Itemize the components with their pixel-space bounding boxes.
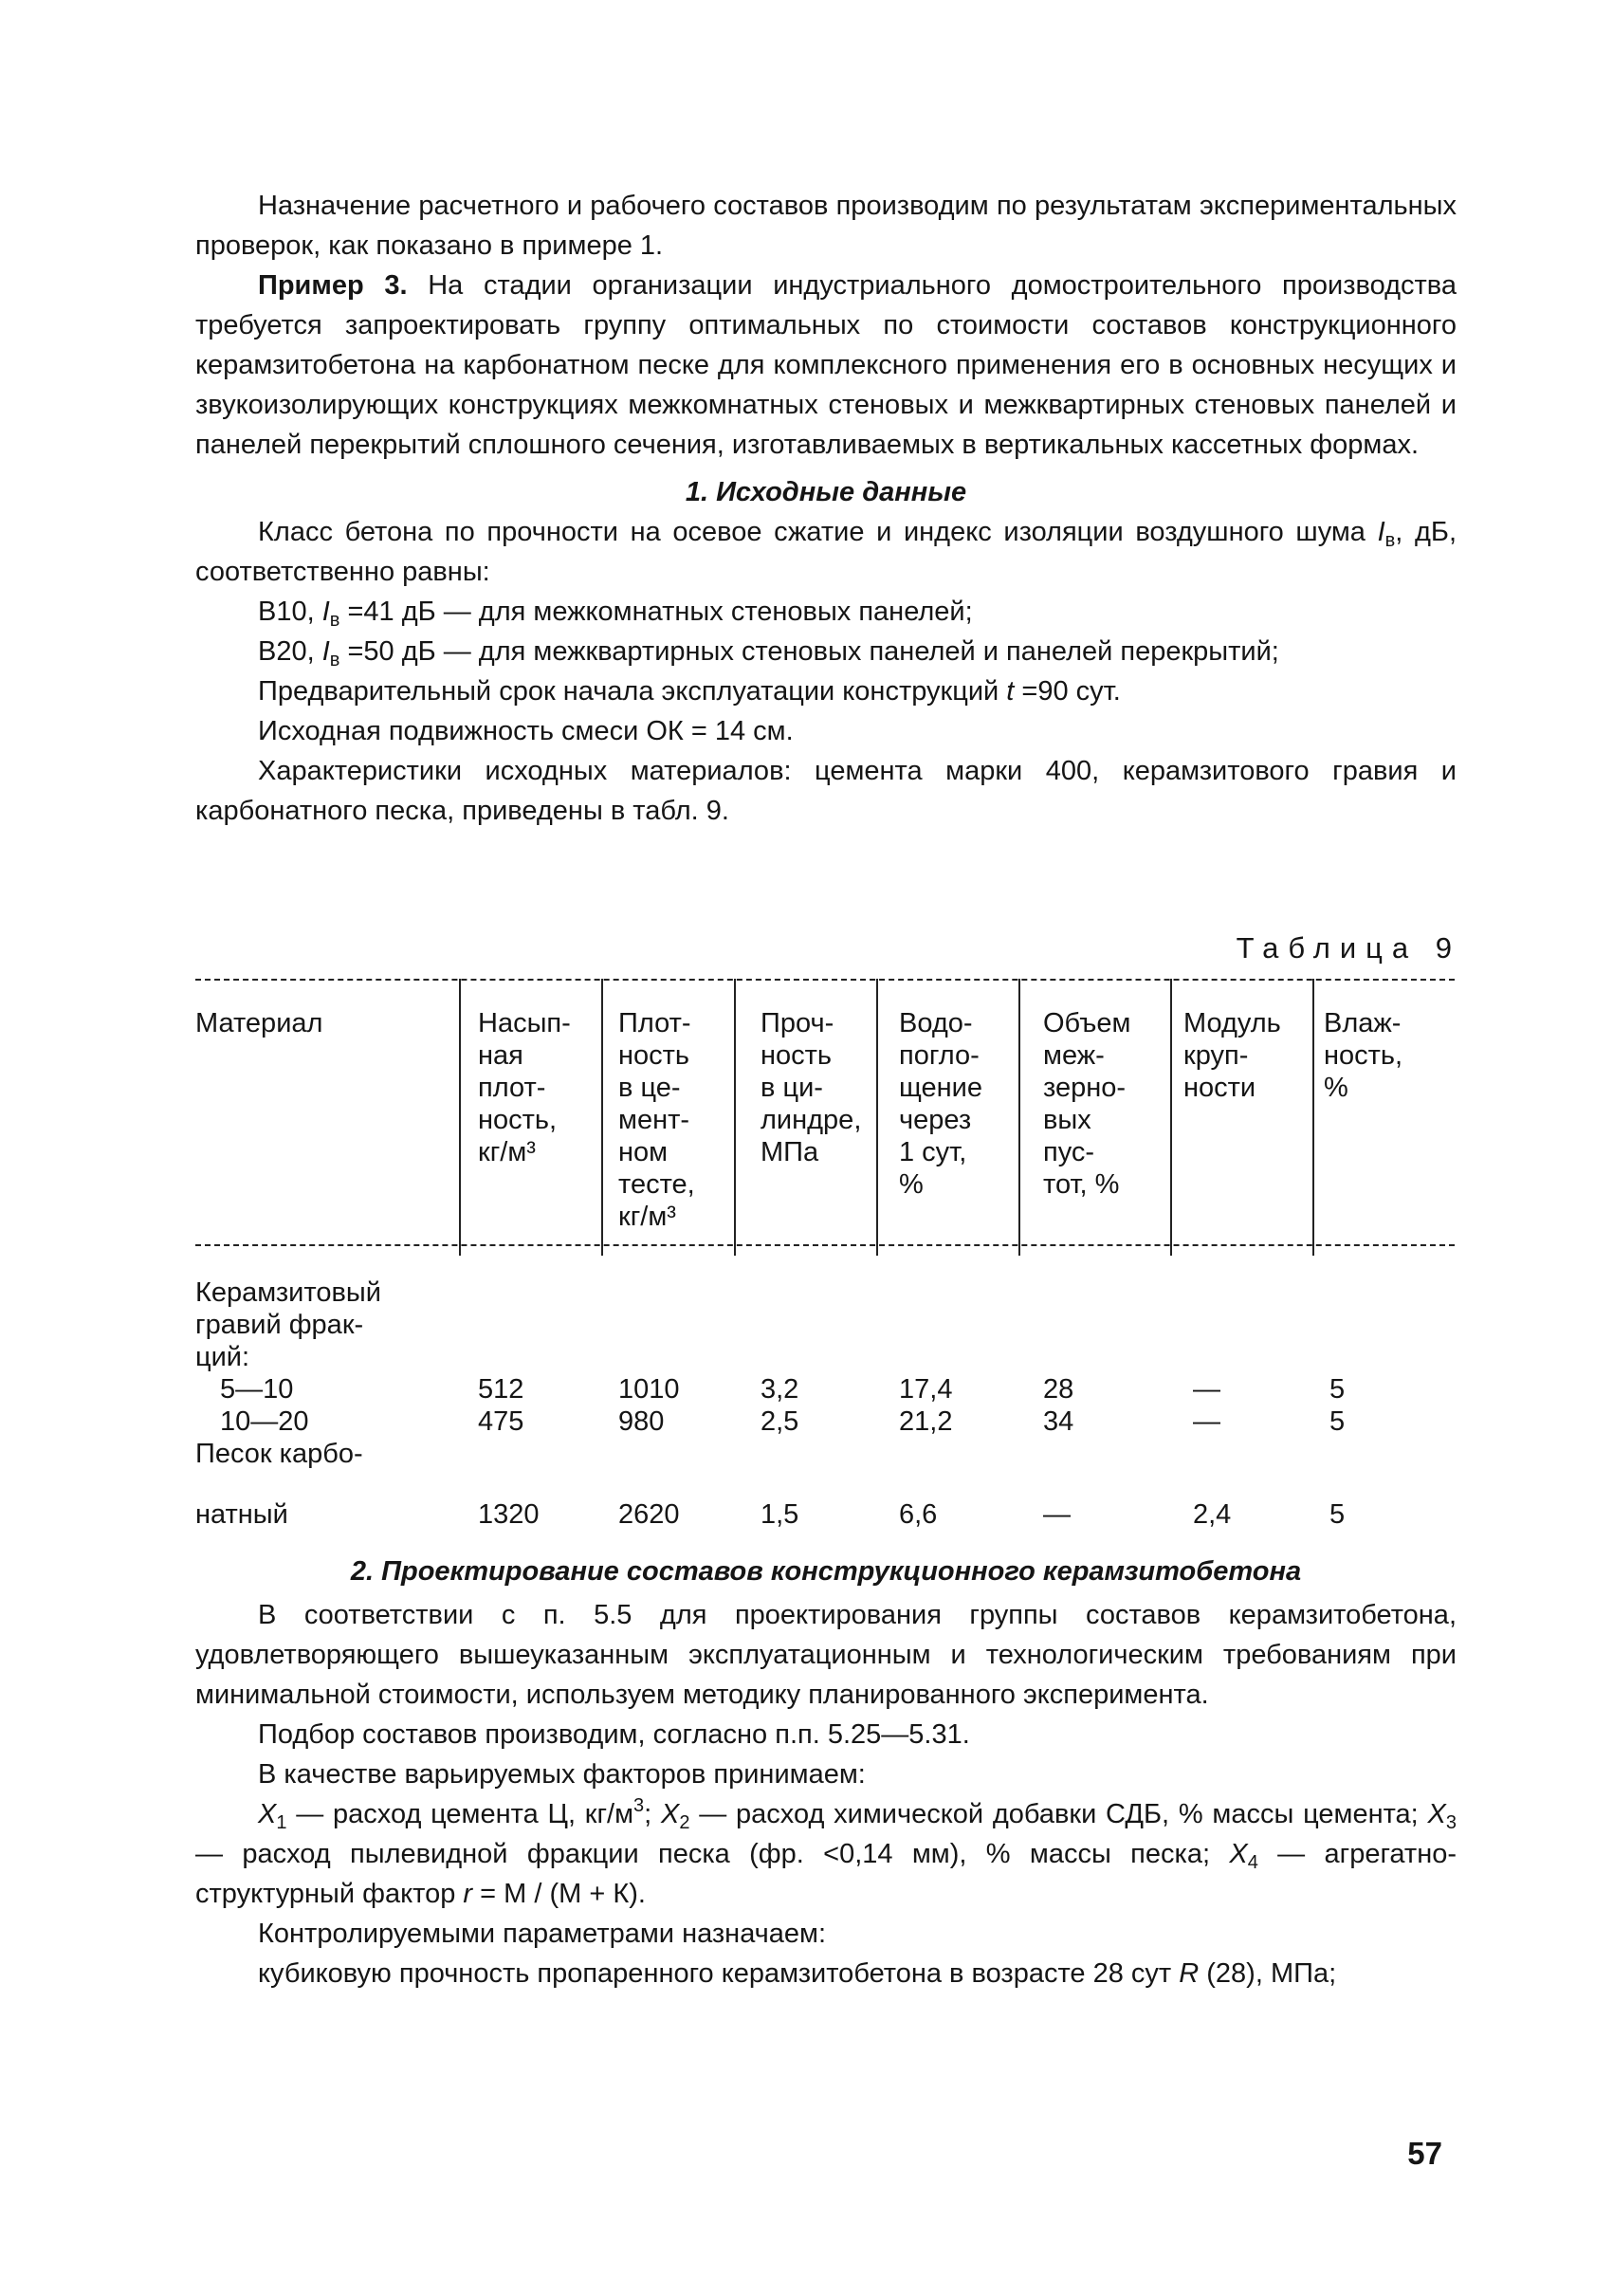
section2-paragraph-3: В качестве варьируемых факторов принимаем: [258, 1759, 866, 1790]
i-sub: в [329, 650, 340, 670]
header-line: % [1324, 1073, 1348, 1103]
table-header-rule [195, 1244, 1455, 1246]
cell-bulk-density: 512 [478, 1374, 524, 1405]
section2-paragraph-2: Подбор составов производим, согласно п.п. 5.25—5.31. [258, 1719, 970, 1750]
cell-strength: 3,2 [761, 1374, 799, 1405]
x3-sub: 3 [1445, 1812, 1457, 1833]
header-line: Объем [1043, 1008, 1131, 1038]
header-void-volume [1043, 1007, 1130, 1201]
section1-paragraph [195, 512, 1457, 592]
header-line: Проч- [761, 1008, 834, 1038]
header-line: через [899, 1105, 972, 1135]
cell-moisture: 5 [1329, 1374, 1346, 1405]
example-paragraph [195, 266, 1457, 465]
header-line: вых [1043, 1105, 1091, 1135]
strength-unit: (28), МПа; [1199, 1958, 1337, 1989]
header-line: Модуль [1183, 1008, 1281, 1038]
i-sub: в [1384, 530, 1396, 551]
table-group-label [195, 1341, 1466, 1373]
header-strength [761, 1007, 861, 1168]
cell-fraction: 10—20 [220, 1406, 309, 1437]
header-line: ная [478, 1040, 523, 1071]
cell-fineness-modulus: 2,4 [1193, 1499, 1232, 1530]
i-symbol: I [321, 636, 330, 667]
header-line: щение [899, 1073, 983, 1103]
header-moisture [1324, 1007, 1402, 1104]
section2-paragraph-4: Контролируемыми параметрами назначаем: [258, 1919, 827, 1949]
table-column-divider [601, 979, 603, 1256]
header-line: кг/м³ [478, 1137, 536, 1167]
header-fineness-modulus [1183, 1007, 1281, 1104]
section2-block [195, 1552, 1457, 1993]
cell-water-absorption: 21,2 [899, 1406, 953, 1437]
table-row [195, 1405, 1466, 1438]
header-line: тесте, [618, 1169, 695, 1200]
section2-title: 2. Проектирование составов конструкционного керамзитобетона [350, 1556, 1302, 1587]
group-label-line: ций: [195, 1342, 250, 1372]
cell-density: 1010 [618, 1374, 680, 1405]
table-group-label [195, 1438, 1466, 1470]
x4-text: — агрегатно-структурный фактор [195, 1839, 1457, 1909]
x2-sub: 2 [679, 1812, 690, 1833]
i-symbol: I [321, 597, 330, 627]
cell-void-volume: — [1043, 1499, 1071, 1530]
header-line: ность, [478, 1105, 558, 1135]
mobility-line: Исходная подвижность смеси ОК = 14 см. [258, 716, 794, 746]
example-text: На стадии организации индустриального домостроительного производства требуется запроектировать группу оптимальных по стоимости составов конструкционного керамзитобетона на карбонатном песке для комплексного применения его в основных несущих и звукоизолирующих конструкциях межкомнатных стеновых и межквартирных стеновых панелей и панелей перекрытий сплошного сечения, изготавливаемых в вертикальных кассетных формах. [195, 270, 1457, 460]
table-column-divider [1170, 979, 1172, 1256]
x1-sup: 3 [633, 1795, 645, 1816]
r-symbol: R [1179, 1958, 1200, 1989]
header-line: Плот- [618, 1008, 691, 1038]
cell-strength: 2,5 [761, 1406, 799, 1437]
header-line: Влаж- [1324, 1008, 1402, 1038]
header-bulk-density [478, 1007, 571, 1168]
cell-moisture: 5 [1329, 1406, 1346, 1437]
header-line: ность, [1324, 1040, 1403, 1071]
factors-paragraph: $X_1$ — расход цемента Ц, $кг/м^3$; $X_2$ — расход химической добавки СДБ, % массы цемента; $X_3$ — расход пылевидной фракции песка (фр. <0,14 мм), % массы песка; $X_4$ — агрегатно-структурный фактор r = М / (М + К). [195, 1795, 1457, 1909]
table-column-divider [459, 979, 461, 1256]
header-line: меж- [1043, 1040, 1105, 1071]
class-b20-line [195, 632, 1457, 671]
header-density-cement-paste [618, 1007, 695, 1233]
table-row [195, 1373, 1466, 1405]
x1-sub: 1 [276, 1812, 287, 1833]
header-line: МПа [761, 1137, 819, 1167]
header-water-absorption [899, 1007, 982, 1201]
service-term-value: =90 сут. [1014, 676, 1121, 707]
header-line: ность [761, 1040, 833, 1071]
header-line: Насып- [478, 1008, 571, 1038]
section2-paragraph-1: В соответствии с п. 5.5 для проектирования группы составов керамзитобетона, удовлетворяющего вышеуказанным эксплуатационным и технологическим требованиям при минимальной стоимости, используем методику планированного эксперимента. [195, 1600, 1457, 1710]
x3-text: — расход пылевидной фракции песка (фр. <0,14 мм), % массы песка; [195, 1839, 1230, 1869]
b10-text: — для межкомнатных стеновых панелей; [435, 597, 973, 627]
header-line: пус- [1043, 1137, 1095, 1167]
x2-text: — расход химической добавки СДБ, % массы цемента; [689, 1799, 1428, 1829]
table-caption: Таблица 9 [1236, 931, 1461, 964]
class-b10-line [195, 592, 1457, 632]
cell-bulk-density: 475 [478, 1406, 524, 1437]
table-column-divider [734, 979, 736, 1256]
b20-text: — для межквартирных стеновых панелей и панелей перекрытий; [435, 636, 1279, 667]
header-material [195, 1007, 322, 1039]
header-line: Материал [195, 1008, 323, 1038]
class-b10: В10, [258, 597, 322, 627]
header-line: линдре, [761, 1105, 862, 1135]
i-symbol: I [1377, 517, 1385, 547]
header-line: круп- [1183, 1040, 1249, 1071]
intro-text: Назначение расчетного и рабочего составов производим по результатам экспериментальных проверок, как показано в примере 1. [195, 191, 1457, 261]
x3-symbol: X [1427, 1799, 1446, 1829]
b10-value: =41 дБ [339, 597, 436, 627]
table-column-divider [1018, 979, 1020, 1256]
group-label-line: Песок карбо- [195, 1439, 363, 1469]
cell-water-absorption: 6,6 [899, 1499, 938, 1530]
table-column-divider [876, 979, 878, 1256]
i-sub: в [329, 610, 340, 631]
header-line: ности [1183, 1073, 1256, 1103]
section2-paragraph-5 [195, 1954, 1457, 1993]
cell-bulk-density: 1320 [478, 1499, 540, 1530]
r-symbol: r [463, 1879, 473, 1909]
header-line: ность [618, 1040, 690, 1071]
table-group-label [195, 1277, 1466, 1309]
cell-fineness-modulus: — [1193, 1374, 1220, 1405]
intro-block [195, 186, 1457, 831]
cell-water-absorption: 17,4 [899, 1374, 953, 1405]
section1-title: 1. Исходные данные [685, 477, 967, 507]
cell-void-volume: 34 [1043, 1406, 1074, 1437]
cell-strength: 1,5 [761, 1499, 799, 1530]
section1-text-b: , дБ, соответственно равны: [195, 517, 1457, 587]
header-line: Водо- [899, 1008, 973, 1038]
header-line: мент- [618, 1105, 690, 1135]
x4-formula: = М / (М + К). [472, 1879, 646, 1909]
group-label-line: гравий фрак- [195, 1310, 364, 1340]
table-column-divider [1312, 979, 1314, 1256]
cell-density: 2620 [618, 1499, 680, 1530]
x1-text: — расход цемента Ц, кг/м [286, 1799, 634, 1829]
materials-paragraph: Характеристики исходных материалов: цемента марки 400, керамзитового гравия и карбонатного песка, приведены в табл. 9. [195, 756, 1457, 826]
x1-symbol: X [258, 1799, 277, 1829]
cell-fraction: 5—10 [220, 1374, 294, 1405]
x4-symbol: X [1229, 1839, 1248, 1869]
cell-fineness-modulus: — [1193, 1406, 1220, 1437]
b20-value: =50 дБ [339, 636, 436, 667]
cell-material: натный [195, 1499, 288, 1530]
table-body [195, 1277, 1466, 1531]
header-line: 1 сут, [899, 1137, 967, 1167]
class-b20: В20, [258, 636, 322, 667]
header-line: зерно- [1043, 1073, 1127, 1103]
section1-text-a: Класс бетона по прочности на осевое сжатие и индекс изоляции воздушного шума [258, 517, 1378, 547]
header-line: кг/м³ [618, 1202, 676, 1232]
cell-void-volume: 28 [1043, 1374, 1074, 1405]
x2-symbol: X [661, 1799, 680, 1829]
page-number: 57 [1407, 2136, 1442, 2171]
header-line: плот- [478, 1073, 546, 1103]
header-line: ном [618, 1137, 669, 1167]
table-group-label [195, 1309, 1466, 1341]
table-top-rule [195, 979, 1455, 981]
service-term-line [195, 671, 1457, 711]
cell-moisture: 5 [1329, 1499, 1346, 1530]
x4-sub: 4 [1247, 1852, 1258, 1873]
strength-text: кубиковую прочность пропаренного керамзитобетона в возрасте 28 сут [258, 1958, 1180, 1989]
table-row [195, 1498, 1466, 1531]
header-line: тот, % [1043, 1169, 1120, 1200]
group-label-line: Керамзитовый [195, 1277, 381, 1308]
service-term-text: Предварительный срок начала эксплуатации конструкций [258, 676, 1007, 707]
header-line: погло- [899, 1040, 980, 1071]
header-line: в ци- [761, 1073, 823, 1103]
intro-paragraph [195, 186, 1457, 266]
t-symbol: t [1006, 676, 1015, 707]
header-line: % [899, 1169, 924, 1200]
cell-density: 980 [618, 1406, 665, 1437]
example-label: Пример 3. [258, 270, 408, 301]
header-line: в це- [618, 1073, 681, 1103]
